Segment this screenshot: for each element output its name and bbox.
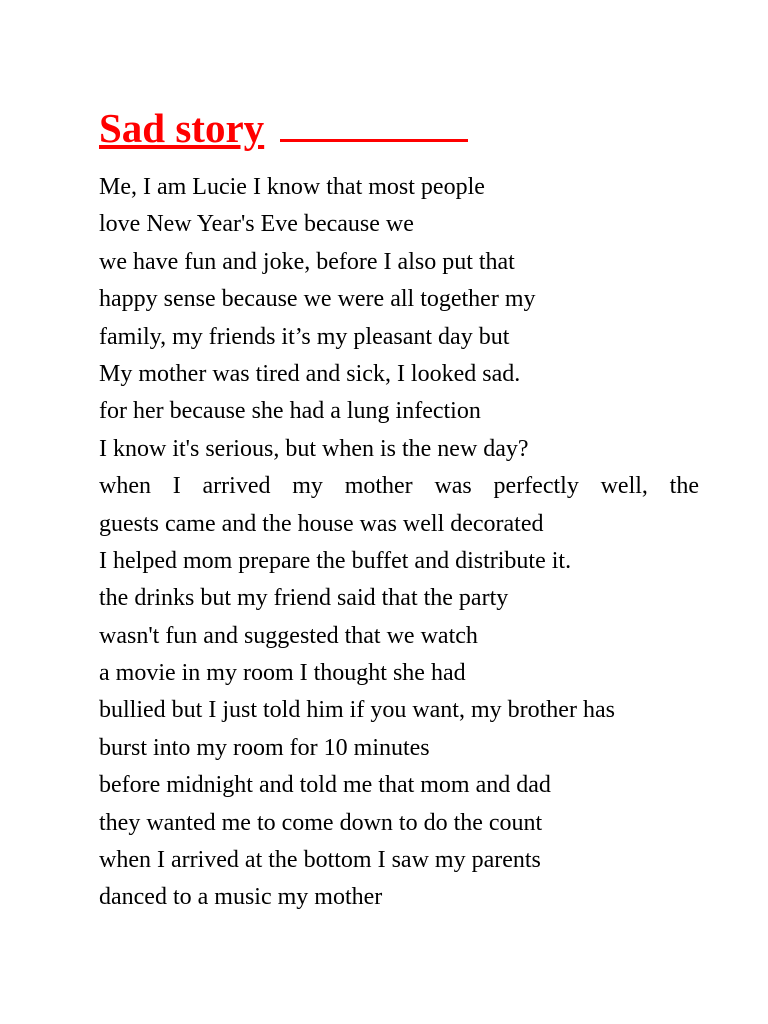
text-line: happy sense because we were all together my xyxy=(99,286,536,313)
story-body xyxy=(99,169,699,917)
text-line: for her because she had a lung infection xyxy=(99,398,481,425)
title-underline xyxy=(280,139,468,142)
page-title: Sad story xyxy=(99,105,265,151)
text-line: danced to a music my mother xyxy=(99,884,383,911)
text-line: a movie in my room I thought she had xyxy=(99,660,466,687)
text-line: I know it's serious, but when is the new day? xyxy=(99,435,529,462)
text-line: they wanted me to come down to do the count xyxy=(99,809,543,836)
text-line: Me, I am Lucie I know that most people xyxy=(99,174,485,200)
text-line: when I arrived at the bottom I saw my parents xyxy=(99,847,541,874)
text-line: the drinks but my friend said that the party xyxy=(99,585,509,612)
text-line: I helped mom prepare the buffet and distribute it. xyxy=(99,547,572,574)
text-line: when I arrived my mother was perfectly well, the xyxy=(99,473,699,500)
text-line: family, my friends it’s my pleasant day but xyxy=(99,323,510,350)
text-line: love New Year's Eve because we xyxy=(99,211,414,238)
text-line: we have fun and joke, before I also put that xyxy=(99,248,515,275)
title-block xyxy=(99,104,369,154)
text-line: bullied but I just told him if you want, my brother has xyxy=(99,697,615,724)
text-line: guests came and the house was well decorated xyxy=(99,510,544,537)
text-line: My mother was tired and sick, I looked sad. xyxy=(99,360,521,387)
text-line: burst into my room for 10 minutes xyxy=(99,734,430,761)
text-line: wasn't fun and suggested that we watch xyxy=(99,622,478,649)
text-line: before midnight and told me that mom and dad xyxy=(99,772,551,799)
